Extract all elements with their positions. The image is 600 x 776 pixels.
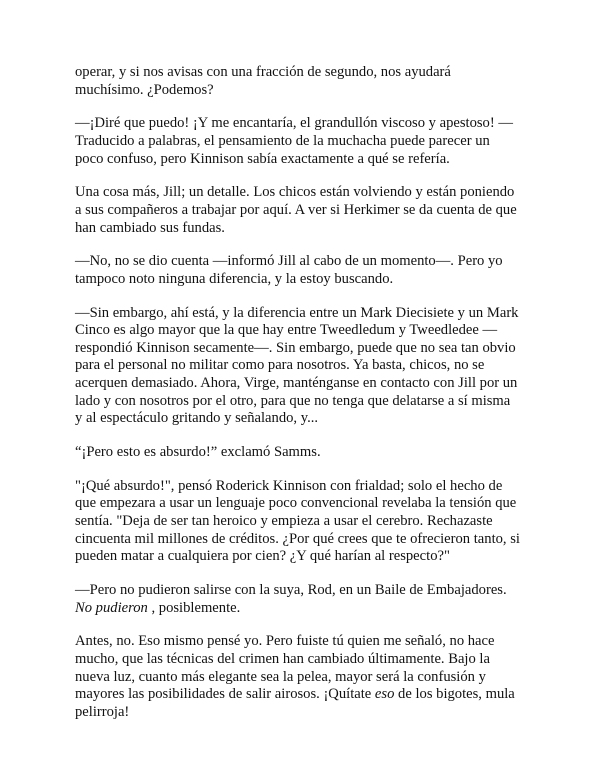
paragraph	[75, 444, 545, 462]
paragraph-text: “¡Pero esto es absurdo!” exclamó Samms.	[75, 444, 321, 461]
paragraph-text: —No, no se dio cuenta —informó Jill al cabo de un momento—. Pero yo tampoco noto ninguna diferencia, y la estoy buscando.	[75, 253, 503, 287]
paragraph-text: —¡Diré que puedo! ¡Y me encantaría, el grandullón viscoso y apestoso! — Traducido a palabras, el pensamiento de la muchacha puede parecer un poco confuso, pero Kinnison sabía exactamente a qué se refería.	[75, 115, 513, 167]
paragraph	[75, 253, 545, 288]
paragraph	[75, 115, 545, 168]
paragraph-text: de los bigotes, mula pelirroja!	[75, 686, 515, 720]
paragraph	[75, 184, 545, 237]
italic-text: No pudieron	[75, 599, 148, 616]
paragraph	[75, 478, 545, 566]
paragraph	[75, 305, 545, 428]
paragraph	[75, 633, 545, 721]
paragraph	[75, 582, 545, 617]
document-body	[75, 64, 545, 738]
paragraph-text: , posiblemente.	[147, 599, 241, 616]
paragraph-text: "¡Qué absurdo!", pensó Roderick Kinnison con frialdad; solo el hecho de que empezara a usar un lenguaje poco convencional revelaba la tensión que sentía. "Deja de ser tan heroico y empieza a usar el cerebro. Rechazaste cincuenta mil millones de créditos. ¿Por qué crees que te ofrecieron tanto, si pueden matar a cualquiera por cien? ¿Y qué harían al respecto?"	[75, 477, 520, 565]
paragraph-text: operar, y si nos avisas con una fracción de segundo, nos ayudará muchísimo. ¿Podemos?	[75, 64, 451, 98]
paragraph	[75, 64, 545, 99]
paragraph-text: —Sin embargo, ahí está, y la diferencia entre un Mark Diecisiete y un Mark Cinco es algo mayor que la que hay entre Tweedledum y Tweedledee — respondió Kinnison secamente—. Sin embargo, puede que no sea tan obvio para el personal no militar como para nosotros. Ya basta, chicos, no se acerquen demasiado. Ahora, Virge, manténganse en contacto con Jill por un lado y con nosotros por el otro, para que no tenga que delatarse a sí misma y al espectáculo gritando y señalando, y...	[75, 304, 519, 427]
paragraph-text: Una cosa más, Jill; un detalle. Los chicos están volviendo y están poniendo a sus compañeros a trabajar por aquí. A ver si Herkimer se da cuenta de que han cambiado sus fundas.	[75, 184, 517, 236]
italic-text: eso	[374, 686, 395, 703]
paragraph-text: —Pero no pudieron salirse con la suya, Rod, en un Baile de Embajadores.	[75, 581, 507, 598]
paragraph-text: Antes, no. Eso mismo pensé yo. Pero fuiste tú quien me señaló, no hace mucho, que las técnicas del crimen han cambiado últimamente. Bajo la nueva luz, cuanto más elegante sea la pelea, mayor será la confusión y mayores las posibilidades de salir airosos. ¡Quítate	[75, 633, 495, 703]
